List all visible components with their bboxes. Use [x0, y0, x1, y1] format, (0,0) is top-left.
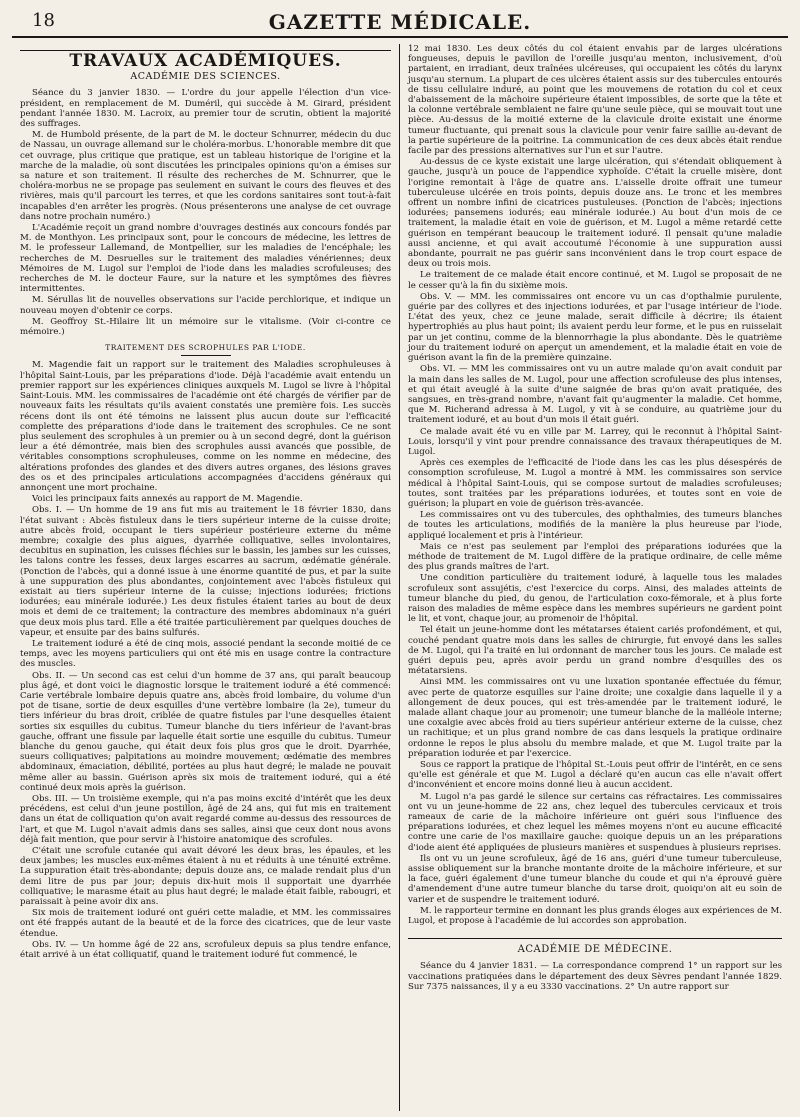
paragraph: Obs. VI. — MM les commissaires ont vu un autre malade qu'on avait conduit par la main dans les salles de M. Lugol, pour une affection scrofuleuse des plus intenses, et qui était aveuglé à la suite d'une saignée de bras qu'on avait pratiquée, des sangsues, en très-grand nombre, n'avant fait qu'augmenter la maladie. Cet homme, que M. Richerand adressa à M. Lugol, y vit à se conduire, au quatrième jour du traitement ioduré, et au bout d'un mois il était guéri. — [408, 364, 782, 426]
paragraph: Séance du 3 janvier 1830. — L'ordre du jour appelle l'élection d'un vice-président, en remplacement de M. Duméril, qui succède à M. Girard, président pendant l'année 1830. M. Lacroix, au premier tour de scrutin, obtient la majorité des suffrages. — [20, 88, 391, 130]
paragraph: M. Geoffroy St.-Hilaire lit un mémoire sur le vitalisme. (Voir ci-contre ce mémoire.) — [20, 316, 391, 338]
paragraph: Six mois de traitement ioduré ont guéri cette maladie, et MM. les commissaires ont été frappés autant de la beauté et de la force des cicatrices, que de leur vaste étendue. — [20, 908, 391, 939]
paragraph: M. Lugol n'a pas gardé le silence sur certains cas réfractaires. Les commissaires ont vu un jeune-homme de 22 ans, chez lequel des tubercules cervicaux et trois rameaux de carie de la mâchoire inférieure ont guéri sous l'influence des préparations iodurées, et chez lequel les mêmes moyens n'ont eu aucune efficacité contre une carie de l'os maxillaire gauche: quoique depuis un an les préparations d'iode aient été appliquées de plusieurs manières et suspendues à plusieurs reprises. — [408, 791, 782, 853]
paragraph: M. Magendie fait un rapport sur le traitement des Maladies scrophuleuses à l'hôpital Saint-Louis, par les préparations d'iode. Déjà l'académie avait entendu un premier rapport sur les expériences cliniques auxquels M. Lugol se livre à l'hôpital Saint-Louis. MM. les commissaires de l'académie ont été chargés de vérifier par de nouveaux faits les résultats qu'ils avaient constatés une première fois. Les succès récens dont ils ont été témoins ne laissent plus aucun doute sur l'efficacité complette des préparations d'iode dans le traitement des scrophules. Ce ne sont plus seulement des scrophules à un premier ou à un second degré, dont la guérison leur a été démontrée, mais bien des scrophules aussi avancés que possible, de véritables consomptions scrophuleuses, comme on les nomme en médecine, des altérations profondes des glandes et des divers autres organes, des lésions graves des os et des principales articulations accompagnées d'accidens généraux qui annonçent une mort prochaine. — [20, 360, 391, 493]
paragraph: M. le rapporteur termine en donnant les plus grands éloges aux expériences de M. Lugol, et propose à l'académie de lui accordes son approbation. — [408, 905, 782, 927]
paragraph: Le traitement de ce malade était encore continué, et M. Lugol se proposait de ne le cesser qu'à la fin du sixième mois. — [408, 270, 782, 291]
paragraph: Ainsi MM. les commissaires ont vu une luxation spontanée effectuée du fémur, avec perte de quatorze esquilles sur l'aine droite; une coxalgie dans laquelle il y a allongement de deux pouces, qui est très-amendée par le traitement ioduré, le malade allant chaque jour au promenoir; une tumeur blanche de la malléole interne; une coxalgie avec abcès froid au tiers supérieur antérieur externe de la cuisse, chez un rachitique; et un plus grand nombre de cas dans lesquels la pratique ordinaire ordonne le repos le plus absolu du membre malade, et que M. Lugol traite par la préparation iodurée et par l'exercice. — [408, 677, 782, 759]
paragraph: Obs. III. — Un troisième exemple, qui n'a pas moins excité d'intérêt que les deux précédens, est celui d'un jeune postillon, âgé de 24 ans, qui fut mis en traitement dans un état de colliquation qu'on avait regardé comme au-dessus des ressources de l'art, et que M. Lugol n'avait admis dans ses salles, ainsi que ceux dont nous avons déjà fait mention, que pour servir à l'histoire anatomique des scrofules. — [20, 794, 391, 845]
page-number: 18 — [32, 10, 55, 31]
paragraph: Voici les principaux faits annexés au rapport de M. Magendie. — [32, 494, 303, 505]
paragraph: Après ces exemples de l'efficacité de l'iode dans les cas les plus désespérés de consomption scrofuleuse, M. Lugol a montré à MM. les commissaires son service médical à l'hôpital Saint-Louis, qui se compose surtout de maladies scrofuleuses; toutes, sont traitées par les préparations iodurées, et toutes sont en voie de guérison; la plupart en voie de guérison très-avancée. — [408, 458, 782, 509]
academy-sciences-title: ACADÉMIE DES SCIENCES. — [130, 71, 281, 83]
paragraph: Ce malade avait été vu en ville par M. Larrey, qui le reconnut à l'hôpital Saint-Louis, lorsqu'il y vint pour prendre connaissance des travaux thérapeutiques de M. Lugol. — [408, 426, 782, 457]
paragraph: Au-dessus de ce kyste existait une large ulcération, qui s'étendait obliquement à gauche, jusqu'à un pouce de l'appendice xyphoïde. C'était la cruelle misère, dont l'origine remontait à l'âge de quatre ans. L'aisselle droite offrait une tumeur tuberculeuse ulcérée en trois points, depuis douze ans. Le tronc et les membres offrent un nombre infini de cicatrices pustuleuses. (Ponction de l'abcès; injections iodurées; pansemens iodurés; eau minérale iodurée.) Au bout d'un mois de ce traitement, la maladie était en voie de guérison, et M. Lugol a même retardé cette guérison en tempérant beaucoup le traitement ioduré. Il pensait qu'une maladie aussi ancienne, et qui avait accoutumé l'économie à une suppuration aussi abondante, pourrait ne pas guérir sans inconvénient dans le trop court espace de deux ou trois mois. — [408, 157, 782, 270]
paragraph: M. Sérullas lit de nouvelles observations sur l'acide perchlorique, et indique un nouveau moyen d'obtenir ce corps. — [20, 295, 391, 316]
journal-title: GAZETTE MÉDICALE. — [268, 10, 532, 34]
paragraph: Obs. II. — Un second cas est celui d'un homme de 37 ans, qui paraît beaucoup plus âgé, et dont voici le diagnostic lorsque le traitement ioduré a été commencé: Carie vertébrale lombaire depuis quatre ans, abcès froid lombaire, du volume d'un pot de tisane, sortie de deux esquilles d'une vertèbre lombaire (la 2e), tumeur du tiers inférieur du bras droit, criblée de quatre fistules par l'une desquelles étaient sorties six esquilles du cubitus. Tumeur blanche du tiers inférieur de l'avant-bras gauche, offrant une fissule par laquelle était sortie une esquille du cubitus. Tumeur blanche du genou gauche, qui était deux fois plus gros que le droit. Dyarrhée, sueurs colliquatives; palpitations au moindre mouvement; œdématie des membres abdominaux, émaciation, débilité, portées au plus haut degré; le malade ne pouvait même aller au bassin. Guérison après six mois de traitement ioduré, qui a été continué deux mois après la guérison. — [20, 670, 391, 793]
paragraph: Séance du 4 janvier 1831. — La correspondance comprend 1° un rapport sur les vaccinations pratiquées dans le département des deux Sèvres pendant l'année 1829. Sur 7375 naissances, il y a eu 3330 vaccinations. 2° Un autre rapport sur — [408, 961, 782, 992]
right-paragraphs-3 — [408, 961, 782, 992]
paragraph: M. de Humbold présente, de la part de M. le docteur Schnurrer, médecin du duc de Nassau, un ouvrage allemand sur le choléra-morbus. L'honorable membre dit que cet ouvrage, plus critique que pratique, est un tableau historique de l'origine et la marche de la maladie, où sont discutées les principales opinions qu'on a émises sur sa nature et son traitement. Il résulte des recherches de M. Schnurrer, que le choléra-morbus ne se propage pas seulement en suivant le cours des fleuves et des rivières, mais qu'il parcourt les terres, et que les cordons sanitaires sont tout-à-fait incapables d'en arrêter les progrès. (Nous présenterons une analyse de cet ouvrage dans notre prochain numéro.) — [20, 130, 391, 222]
section-title: TRAVAUX ACADÉMIQUES. — [20, 50, 391, 66]
paragraph: L'Académie reçoit un grand nombre d'ouvrages destinés aux concours fondés par M. de Monthyon. Les principaux sont, pour le concours de médecine, les lettres de M. le professeur Lallemand, de Montpellier, sur les maladies de l'encéphale; les recherches de M. Desruelles sur le traitement des maladies vénériennes; deux Mémoires de M. Lugol sur l'emploi de l'iode dans les maladies scrofuleuses; des recherches de M. le docteur Faure, sur la nature et les symptômes des fièvres intermittentes. — [20, 223, 391, 295]
left-column — [12, 44, 400, 1111]
paragraph: Tel était un jeune-homme dont les métatarses étaient cariés profondément, et qui, couché pendant quatre mois dans les salles de chirurgie, fut envoyé dans les salles de M. Lugol, qui l'a traité en lui ordonnant de marcher tous les jours. Ce malade est guéri depuis peu, après avoir perdu un grand nombre d'esquilles des os métatarsiens. — [408, 625, 782, 677]
paragraph: Obs. V. — MM. les commissaires ont encore vu un cas d'opthalmie purulente, guérie par des collyres et des injections iodurées, et par l'usage intérieur de l'iode. L'état des yeux, chez ce jeune malade, serait difficile à décrire; ils étaient hypertrophiés au plus haut point; ils avaient perdu leur forme, et le pus en ruisselait par un jet continu, comme de la blennorrhagie la plus abondante. Dès le quatrième jour du traitement ioduré on aperçut un amendement, et la maladie était en voie de guérison avant la fin de la première quinzaine. — [408, 291, 782, 364]
academy-medicine-title: ACADÉMIE DE MÉDECINE. — [408, 938, 782, 955]
paragraph: C'était une scrofule cutanée qui avait dévoré les deux bras, les épaules, et les deux jambes; les muscles eux-mêmes étaient à nu et réduits à une ténuité extrême. La suppuration était très-abondante; depuis douze ans, ce malade rendait plus d'un demi litre de pus par jour; depuis dix-huit mois il supportait une dyarrhée colliquative; le marasme était au plus haut degré; le malade était faible, rabougri, et paraissait à peine avoir dix ans. — [20, 846, 391, 908]
paragraph: Ils ont vu un jeune scrofuleux, âgé de 16 ans, guéri d'une tumeur tuberculeuse, assise obliquement sur la branche montante droite de la mâchoire inférieure, et sur la face, guéri également d'une tumeur blanche du coude et qui n'a éprouvé guère d'amendement d'une autre tumeur blanche du tarse droit, quoiqu'on ait eu soin de varier et de suspendre le traitement ioduré. — [408, 853, 782, 905]
columns — [12, 44, 788, 1111]
paragraph: Obs. IV. — Un homme âgé de 22 ans, scrofuleux depuis sa plus tendre enfance, était arrivé à un état colliquatif, quand le traitement ioduré fut commencé, le — [20, 939, 391, 961]
right-paragraphs — [408, 44, 782, 926]
paragraph: 12 mai 1830. Les deux côtés du col étaient envahis par de larges ulcérations fongueuses, depuis le pavillon de l'oreille jusqu'au menton, inclusivement, d'où partaient, en irradiant, deux traînées ulcéreuses, qui occupaient les côtés du larynx jusqu'au sternum. La plupart de ces ulcères étaient assis sur des tubercules entourés de tissu cellulaire induré, au point que les mouvemens de rotation du col et ceux d'abaissement de la mâchoire supérieure étaient impossibles, de sorte que la tête et la colonne vertébrale semblaient ne faire qu'une seule pièce, qui se mouvait tout une pièce. Au-dessus de la moitié externe de la clavicule droite existait une énorme tumeur fluctuante, qui prenait sous la clavicule pour venir faire saillie au-devant de la partie supérieure de la poitrine. La communication de ces deux abcès était rendue facile par des pressions alternatives sur l'un et sur l'autre. — [408, 44, 782, 157]
paragraph: Une condition particulière du traitement ioduré, à laquelle tous les malades scrofuleux sont assujétis, c'est l'exercice du corps. Ainsi, des malades atteints de tumeur blanche du pied, du genou, de l'articulation coxo-fémorale, et à plus forte raison des maladies de même espèce dans les membres supérieurs ne gardent point le lit, et vont, chaque jour, au promenoir de l'hôpital. — [408, 573, 782, 625]
left-paragraphs — [20, 88, 391, 337]
left-paragraphs-2 — [20, 360, 391, 960]
paragraph: Le traitement ioduré a été de cinq mois, associé pendant la seconde moitié de ce temps, avec les moyens particuliers qui ont été mis en usage contre la contracture des muscles. — [20, 638, 391, 670]
paragraph: Sous ce rapport la pratique de l'hôpital St.-Louis peut offrir de l'intérêt, en ce sens qu'elle est générale et que M. Lugol a déclaré qu'en aucun cas elle n'avait offert d'inconvénient et encore moins donné lieu à aucun accident. — [408, 760, 782, 791]
paragraph: Obs. I. — Un homme de 19 ans fut mis au traitement le 18 février 1830, dans l'état suivant : Abcès fistuleux dans le tiers supérieur interne de la cuisse droite; autre abcès froid, occupant le tiers supérieur postérieure externe du même membre; coxalgie des plus aigues, dyarrhée colliquative, selles involontaires, decubitus en supination, les cuisses fléchies sur le bassin, les jambes sur les cuisses, les talons contre les fesses, deux larges escarres au sacrum, œdématie générale. (Ponction de l'abcès, qui a donné issue à une énorme quantité de pus, et par la suite à une suppuration des plus abondantes, conjointement avec l'abcès fistuleux qui existait au tiers supérieur interne de la cuisse; injections iodurées; frictions iodurées; eau minérale iodurée.) Les deux fistules étaient taries au bout de deux mois et demi de ce traitement; la contracture des membres abdominaux n'a guéri que deux mois plus tard. Elle a été traitée particulièrement par quelques douches de vapeur, et ensuite par des bains sulfurés. — [20, 505, 391, 638]
divider — [181, 355, 231, 356]
right-column — [400, 44, 788, 1111]
paragraph: Mais ce n'est pas seulement par l'emploi des préparations iodurées que la méthode de traitement de M. Lugol diffère de la pratique ordinaire, de celle même des plus grands maîtres de l'art. — [408, 541, 782, 573]
paragraph: Les commissaires ont vu des tubercules, des ophthalmies, des tumeurs blanches de toutes les articulations, modifiés de la manière la plus heureuse par l'iode, appliqué localement et pris à l'intérieur. — [408, 510, 782, 541]
page-header — [12, 6, 788, 38]
scrofula-subtitle: TRAITEMENT DES SCROPHULES PAR L'IODE. — [105, 343, 306, 353]
